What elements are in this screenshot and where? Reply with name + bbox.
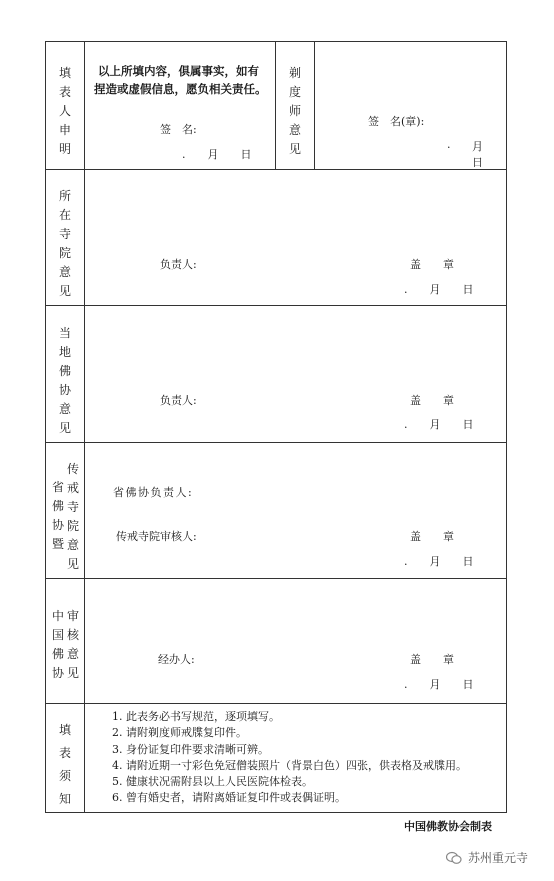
notes-list bbox=[112, 709, 467, 807]
label-char: 意 bbox=[58, 402, 71, 416]
label-char: 暨 bbox=[51, 537, 64, 551]
label-char: 明 bbox=[58, 142, 71, 156]
tonsure-label-divider bbox=[314, 41, 315, 170]
row-divider bbox=[45, 578, 507, 579]
temple-person-label: 负责人: bbox=[160, 258, 197, 271]
list-item: 5. 健康状况需附县以上人民医院体检表。 bbox=[112, 775, 313, 789]
tonsure-date-dot: . bbox=[447, 138, 451, 151]
row-divider bbox=[45, 703, 507, 704]
label-char: 协 bbox=[58, 383, 71, 397]
national-person-label: 经办人: bbox=[158, 653, 195, 666]
label-char: 寺 bbox=[58, 227, 71, 241]
local-label bbox=[56, 324, 74, 438]
applicant-statement-line1: 以上所填内容，俱属事实，如有 bbox=[98, 64, 259, 78]
label-char: 所 bbox=[58, 189, 71, 203]
local-date: . 月 日 bbox=[404, 418, 474, 431]
label-char: 表 bbox=[58, 85, 71, 99]
label-char: 见 bbox=[288, 142, 301, 156]
applicant-date: . 月 日 bbox=[182, 148, 252, 161]
label-char: 须 bbox=[58, 769, 71, 783]
label-char: 寺 bbox=[66, 500, 79, 514]
table-right-border bbox=[506, 41, 507, 813]
label-char: 见 bbox=[66, 666, 79, 680]
applicant-statement-line2: 捏造或虚假信息，愿负相关责任。 bbox=[94, 82, 267, 96]
table-top-border bbox=[45, 41, 507, 42]
label-char: 省 bbox=[51, 480, 64, 494]
label-char: 地 bbox=[58, 345, 71, 359]
table-left-border bbox=[45, 41, 46, 813]
label-char: 审 bbox=[66, 609, 79, 623]
label-char: 院 bbox=[66, 519, 79, 533]
temple-seal: 盖 章 bbox=[410, 258, 454, 271]
label-char: 见 bbox=[58, 421, 71, 435]
label-char: 见 bbox=[58, 284, 71, 298]
label-char: 见 bbox=[66, 557, 79, 571]
national-seal: 盖 章 bbox=[410, 653, 454, 666]
tonsure-day: 日 bbox=[472, 156, 483, 169]
tonsure-label bbox=[286, 64, 304, 159]
label-char: 戒 bbox=[66, 481, 79, 495]
label-char: 国 bbox=[51, 628, 64, 642]
row-divider bbox=[45, 169, 507, 170]
local-person-label: 负责人: bbox=[160, 394, 197, 407]
national-date: . 月 日 bbox=[404, 678, 474, 691]
label-column-divider bbox=[84, 41, 85, 813]
label-char: 人 bbox=[58, 104, 71, 118]
label-char: 师 bbox=[288, 104, 301, 118]
local-seal: 盖 章 bbox=[410, 394, 454, 407]
label-char: 中 bbox=[51, 609, 64, 623]
list-item: 1. 此表务必书写规范，逐项填写。 bbox=[112, 710, 280, 723]
label-char: 在 bbox=[58, 208, 71, 222]
temple-date: . 月 日 bbox=[404, 283, 474, 296]
label-char: 佛 bbox=[58, 364, 71, 378]
tonsure-month: 月 bbox=[472, 140, 483, 153]
provincial-date: . 月 日 bbox=[404, 555, 474, 568]
label-char: 填 bbox=[58, 66, 71, 80]
label-char: 意 bbox=[58, 265, 71, 279]
provincial-seal: 盖 章 bbox=[410, 530, 454, 543]
list-item: 4. 请附近期一寸彩色免冠僧装照片（背景白色）四张，供表格及戒牒用。 bbox=[112, 758, 467, 772]
watermark-text: 苏州重元寺 bbox=[468, 851, 529, 865]
label-char: 协 bbox=[51, 666, 64, 680]
ordination-reviewer-label: 传戒寺院审核人: bbox=[116, 530, 197, 543]
applicant-label bbox=[56, 64, 74, 159]
label-char: 意 bbox=[66, 538, 79, 552]
applicant-right-divider bbox=[275, 41, 276, 170]
label-char: 当 bbox=[58, 326, 71, 340]
label-char: 表 bbox=[58, 746, 71, 760]
label-char: 意 bbox=[288, 123, 301, 137]
label-char: 佛 bbox=[51, 647, 64, 661]
list-item: 6. 曾有婚史者，请附离婚证复印件或表偶证明。 bbox=[112, 791, 346, 805]
label-char: 院 bbox=[58, 246, 71, 260]
label-char: 核 bbox=[66, 628, 79, 642]
label-char: 填 bbox=[58, 723, 71, 737]
label-char: 申 bbox=[58, 123, 71, 137]
issuer-footer: 中国佛教协会制表 bbox=[404, 820, 492, 833]
label-char: 度 bbox=[288, 85, 301, 99]
label-char: 传 bbox=[66, 462, 79, 476]
temple-label bbox=[56, 187, 74, 301]
label-char: 意 bbox=[66, 647, 79, 661]
tonsure-sign-label: 签 名(章): bbox=[368, 115, 425, 128]
label-char: 佛 bbox=[51, 499, 64, 513]
row-divider bbox=[45, 442, 507, 443]
label-char: 协 bbox=[51, 518, 64, 532]
table-bottom-border bbox=[45, 812, 507, 813]
label-char: 知 bbox=[58, 792, 71, 806]
provincial-label-right bbox=[64, 460, 82, 574]
provincial-person-label: 省佛协负责人: bbox=[113, 486, 194, 499]
wechat-icon bbox=[446, 851, 462, 865]
notes-label bbox=[56, 719, 74, 811]
national-label-right bbox=[64, 607, 82, 683]
label-char: 剃 bbox=[288, 66, 301, 80]
list-item: 3. 身份证复印件要求清晰可辨。 bbox=[112, 742, 269, 756]
applicant-sign-label: 签 名: bbox=[160, 123, 197, 136]
list-item: 2. 请附剃度师戒牒复印件。 bbox=[112, 726, 247, 740]
row-divider bbox=[45, 305, 507, 306]
